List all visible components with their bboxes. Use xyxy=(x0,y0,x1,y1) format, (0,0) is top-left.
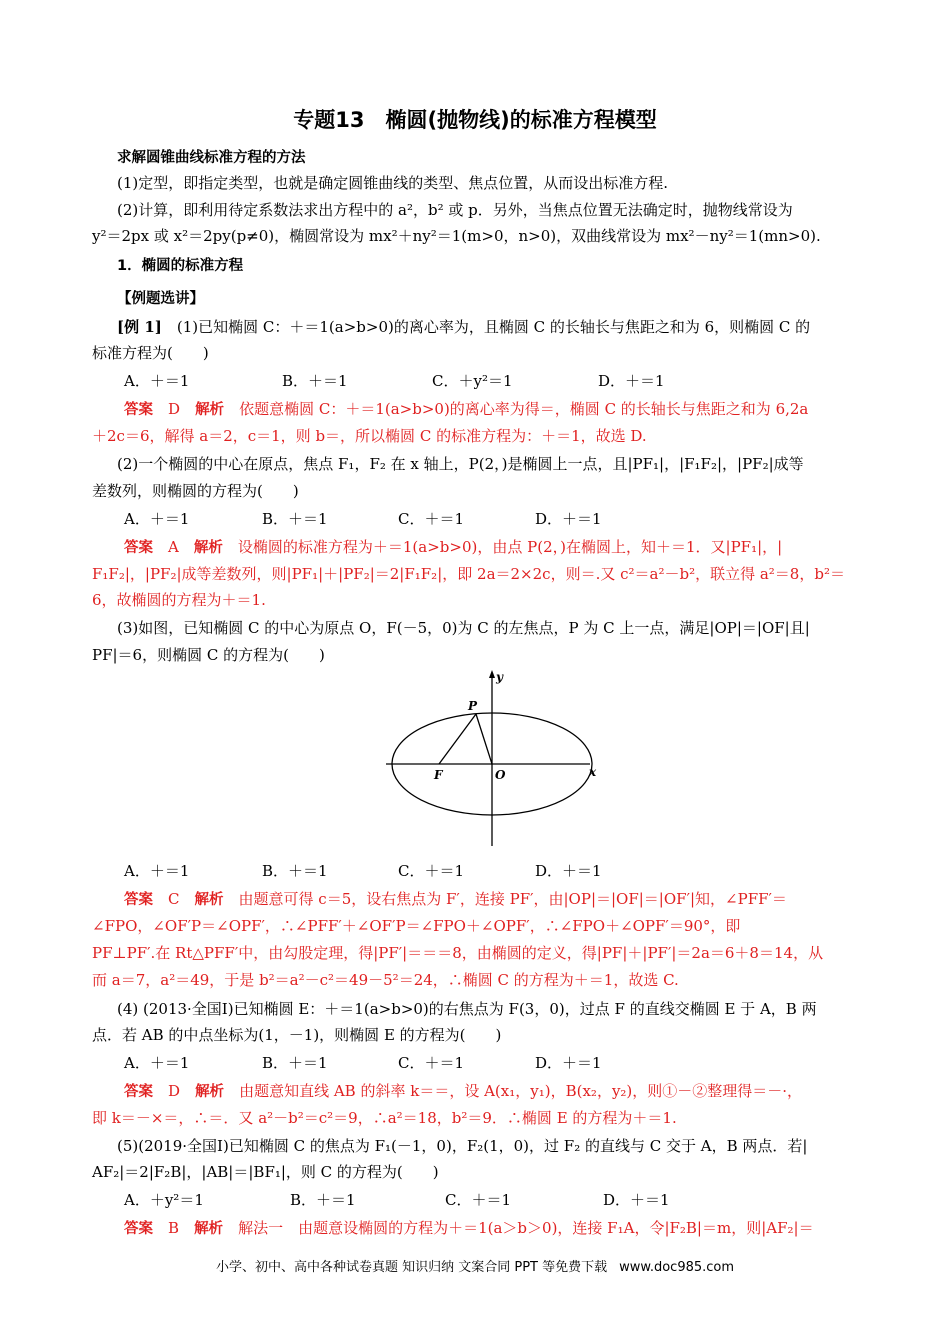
answer-choice: D xyxy=(168,400,181,418)
label-f: F xyxy=(434,768,443,782)
answer-3-line-4: 而 a＝7，a²＝49，于是 b²＝a²－c²＝49－5²＝24，∴椭圆 C 的方程为＋＝1，故选 C. xyxy=(92,971,679,989)
ellipse-figure xyxy=(382,668,604,852)
page-footer xyxy=(0,1256,950,1275)
answer-3-line-3: PF⊥PF′.在 Rt△PFF′中，由勾股定理，得|PF′|＝＝＝8，由椭圆的定义，得|PF|＋|PF′|＝2a＝6＋8＝14，从 xyxy=(92,944,824,962)
question-5-line-1: (5)(2019·全国Ⅰ)已知椭圆 C 的焦点为 F₁(－1，0)，F₂(1，0)，过 F₂ 的直线与 C 交于 A，B 两点．若| xyxy=(117,1137,808,1155)
label-y: y xyxy=(496,670,503,684)
q4-option-d: D．＋＝1 xyxy=(535,1054,602,1072)
label-o: O xyxy=(495,768,506,782)
answer-choice: D xyxy=(168,1082,181,1100)
answer-1-text: 依题意椭圆 C：＋＝1(a>b>0)的离心率为得＝，椭圆 C 的长轴长与焦距之和为 6,2a xyxy=(239,400,809,418)
analysis-label: 解析 xyxy=(193,540,223,556)
analysis-label: 解析 xyxy=(194,1221,224,1237)
answer-3-text: 由题意可得 c＝5，设右焦点为 F′，连接 PF′，由|OP|＝|OF|＝|OF′|知，∠PFF′＝ xyxy=(238,890,787,908)
answer-choice: C xyxy=(168,890,180,908)
q4-option-b: B．＋＝1 xyxy=(262,1054,328,1072)
answer-2-text: 设椭圆的标准方程为＋＝1(a>b>0)，由点 P(2，)在椭圆上，知＋＝1．又|PF₁|，| xyxy=(237,538,783,556)
answer-4-line-1 xyxy=(124,1080,802,1101)
q1-option-c: C．＋y²＝1 xyxy=(432,372,513,390)
analysis-label: 解析 xyxy=(194,892,224,908)
q3-option-b: B．＋＝1 xyxy=(262,862,328,880)
question-2-line-1: (2)一个椭圆的中心在原点，焦点 F₁，F₂ 在 x 轴上，P(2，)是椭圆上一点，且|PF₁|，|F₁F₂|，|PF₂|成等 xyxy=(117,455,804,473)
answer-label: 答案 xyxy=(124,540,153,556)
question-2-line-2: 差数列，则椭圆的方程为( ) xyxy=(92,482,299,500)
label-x: x xyxy=(589,765,597,779)
q1-option-b: B．＋＝1 xyxy=(282,372,348,390)
answer-choice: A xyxy=(168,538,179,556)
page-title: 专题13 椭圆(抛物线)的标准方程模型 xyxy=(293,108,657,132)
answer-label: 答案 xyxy=(124,1084,153,1100)
q4-option-a: A．＋＝1 xyxy=(124,1054,190,1072)
q2-option-d: D．＋＝1 xyxy=(535,510,602,528)
question-3-line-1: (3)如图，已知椭圆 C 的中心为原点 O，F(－5，0)为 C 的左焦点，P 为 C 上一点，满足|OP|＝|OF|且| xyxy=(117,619,810,637)
question-4-line-1: (4) (2013·全国Ⅰ)已知椭圆 E：＋＝1(a>b>0)的右焦点为 F(3，0)，过点 F 的直线交椭圆 E 于 A，B 两 xyxy=(117,1000,817,1018)
q2-option-b: B．＋＝1 xyxy=(262,510,328,528)
method-heading: 求解圆锥曲线标准方程的方法 xyxy=(117,150,306,166)
q3-option-c: C．＋＝1 xyxy=(398,862,465,880)
question-1-text: (1)已知椭圆 C：＋＝1(a>b>0)的离心率为，且椭圆 C 的长轴长与焦距之和为 6，则椭圆 C 的 xyxy=(176,318,811,336)
y-axis-arrow xyxy=(489,670,495,678)
q5-option-b: B．＋＝1 xyxy=(290,1191,356,1209)
method-step-1: (1)定型，即指定类型，也就是确定圆锥曲线的类型、焦点位置，从而设出标准方程. xyxy=(117,174,669,192)
question-5-line-2: AF₂|＝2|F₂B|，|AB|＝|BF₁|，则 C 的方程为( ) xyxy=(92,1163,439,1181)
footer-url[interactable]: www.doc985.com xyxy=(619,1260,735,1275)
label-p: P xyxy=(468,699,478,713)
q2-option-a: A．＋＝1 xyxy=(124,510,190,528)
question-1-line-1 xyxy=(117,316,810,337)
method-step-2-line-2: y²＝2px 或 x²＝2py(p≠0)，椭圆常设为 mx²＋ny²＝1(m>0，n>0)，双曲线常设为 mx²－ny²＝1(mn>0). xyxy=(92,227,821,245)
method-step-2-line-1: (2)计算，即利用待定系数法求出方程中的 a²，b² 或 p．另外，当焦点位置无法确定时，抛物线常设为 xyxy=(117,201,793,219)
q4-option-c: C．＋＝1 xyxy=(398,1054,465,1072)
answer-label: 答案 xyxy=(124,402,153,418)
q5-option-c: C．＋＝1 xyxy=(445,1191,512,1209)
question-3-line-2: PF|＝6，则椭圆 C 的方程为( ) xyxy=(92,646,325,664)
answer-4-text: 由题意知直线 AB 的斜率 k＝＝，设 A(x₁，y₁)，B(x₂，y₂)，则①－②整理得＝－·， xyxy=(239,1082,803,1100)
q3-option-a: A．＋＝1 xyxy=(124,862,190,880)
answer-5-text: 解法一 由题意设椭圆的方程为＋＝1(a＞b＞0)，连接 F₁A，令|F₂B|＝m，则|AF₂|＝ xyxy=(238,1219,814,1237)
section-heading: 1．椭圆的标准方程 xyxy=(117,258,244,274)
answer-4-line-2: 即 k＝－×＝，∴＝．又 a²－b²＝c²＝9，∴a²＝18，b²＝9．∴椭圆 E 的方程为＋＝1. xyxy=(92,1109,677,1127)
answer-2-line-1 xyxy=(124,536,782,557)
analysis-label: 解析 xyxy=(195,402,225,418)
analysis-label: 解析 xyxy=(195,1084,225,1100)
answer-label: 答案 xyxy=(124,1221,153,1237)
answer-5-line-1 xyxy=(124,1217,814,1238)
q3-option-d: D．＋＝1 xyxy=(535,862,602,880)
answer-2-line-2: F₁F₂|，|PF₂|成等差数列，则|PF₁|＋|PF₂|＝2|F₁F₂|，即 2a＝2×2c，则＝.又 c²＝a²－b²，联立得 a²＝8，b²＝ xyxy=(92,565,845,583)
answer-3-line-2: ∠FPO，∠OF′P＝∠OPF′，∴∠PFF′＋∠OF′P＝∠FPO＋∠OPF′，∴∠FPO＋∠OPF′＝90°，即 xyxy=(92,917,741,935)
example-label: [例 1] xyxy=(117,318,162,336)
question-4-line-2: 点．若 AB 的中点坐标为(1，－1)，则椭圆 E 的方程为( ) xyxy=(92,1026,502,1044)
footer-text: 小学、初中、高中各种试卷真题 知识归纳 文案合同 PPT 等免费下载 xyxy=(215,1260,608,1275)
segment-po xyxy=(476,714,492,764)
q1-option-d: D．＋＝1 xyxy=(598,372,665,390)
answer-2-line-3: 6，故椭圆的方程为＋＝1. xyxy=(92,591,266,609)
answer-1-line-2: ＋2c＝6，解得 a＝2，c＝1，则 b＝，所以椭圆 C 的标准方程为：＋＝1，故选 D. xyxy=(92,427,647,445)
question-1-line-2: 标准方程为( ) xyxy=(92,344,209,362)
q1-option-a: A．＋＝1 xyxy=(124,372,190,390)
answer-label: 答案 xyxy=(124,892,153,908)
q5-option-a: A．＋y²＝1 xyxy=(124,1191,204,1209)
segment-pf xyxy=(439,714,476,764)
q2-option-c: C．＋＝1 xyxy=(398,510,465,528)
answer-1-line-1 xyxy=(124,398,808,419)
example-heading: 【例题选讲】 xyxy=(117,291,204,307)
answer-choice: B xyxy=(168,1219,180,1237)
answer-3-line-1 xyxy=(124,888,787,909)
q5-option-d: D．＋＝1 xyxy=(603,1191,670,1209)
